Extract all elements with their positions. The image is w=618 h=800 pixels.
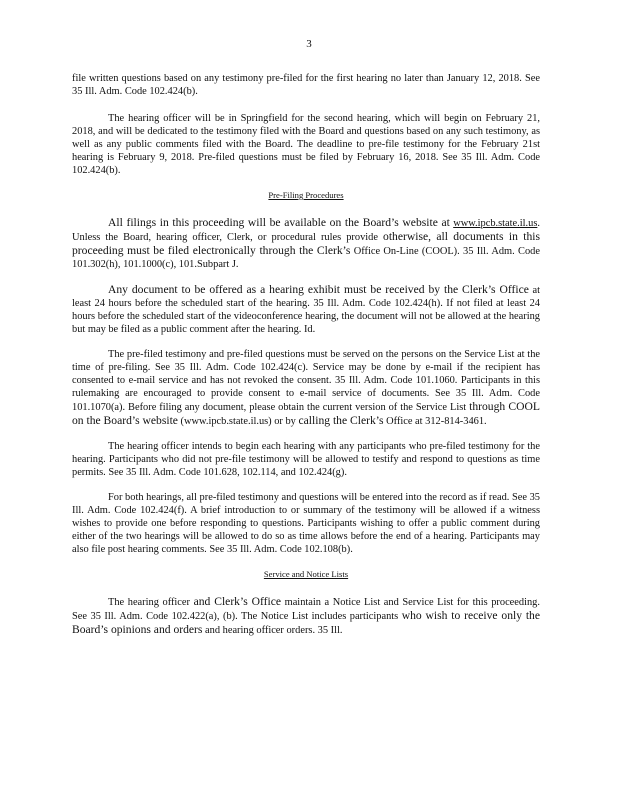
service-lead: The pre-filed testimony and pre-filed questions must be served on the persons on the Service List at the time of pre-filing. See 35 Ill. Adm. Code 102.424(c). Service may be done by e-mail if the recipient has consented to e-mail service and has not revoked the consent. 35 Ill. Adm. Code 101.1060. Participants in this rulemaking are encouraged to provide consent to e-mail service of documents. See 35 Ill. Adm. Code 101.1070(a). Before filing any document, please obtain the current version of the Service List xyxy=(72,349,540,413)
notice-big2: who wish to receive only the Board’s opinions and orders xyxy=(72,609,540,636)
paragraph-hearing-exhibits xyxy=(72,283,540,336)
paragraph-filings xyxy=(72,216,540,271)
board-website-link[interactable]: www.ipcb.state.il.us xyxy=(453,218,538,229)
filings-lead: All filings in this proceeding will be available on the Board’s website at xyxy=(108,216,450,229)
filings-mid: . Unless the Board, hearing officer, Clerk, or procedural rules provide xyxy=(72,218,540,243)
paragraph-notice-list xyxy=(72,595,540,637)
heading-pre-filing-procedures xyxy=(72,189,540,202)
paragraph-testimony-order: The hearing officer intends to begin each hearing with any participants who pre-filed testimony for the hearing. Participants who did not pre-file testimony will be allowed to testify and respond to questions as time permits. See 35 Ill. Adm. Code 101.628, 102.114, and 102.424(g). xyxy=(72,441,540,478)
filings-tail: Office On-Line (COOL). 35 Ill. Adm. Code 101.302(h), 101.1000(c), 101.Subpart J. xyxy=(72,246,540,270)
page-number: 3 xyxy=(306,38,312,50)
exhibits-tail: at least 24 hours before the scheduled start of the hearing. 35 Ill. Adm. Code 102.424(h). If not filed at least 24 hours before the scheduled start of the videoconference hearing, the document will not be allowed at the hearing but may be filed as a public comment after the hearing. Id. xyxy=(72,285,540,335)
notice-lead: The hearing officer xyxy=(108,597,190,608)
heading-service-notice-lists xyxy=(72,568,540,581)
notice-big1: and Clerk’s Office xyxy=(193,595,282,608)
paragraph-service xyxy=(72,348,540,428)
document-body xyxy=(72,72,540,649)
paragraph-second-hearing: The hearing officer will be in Springfield for the second hearing, which will begin on February 21, 2018, and will be dedicated to the testimony filed with the Board and questions based on any such testimony, as well as any public comments filed with the Board. The deadline to pre-file testimony for the February 21st hearing is February 9, 2018. Pre-filed questions must be filed by February 16, 2018. See 35 Ill. Adm. Code 102.424(b). xyxy=(72,113,540,176)
notice-mid: maintain a Notice List and Service List for this proceeding. See 35 Ill. Adm. Code 102.422(a), (b). The Notice List includes participants xyxy=(72,597,540,622)
service-cool: through COOL on the Board’s website xyxy=(72,400,540,427)
service-call: calling the Clerk’s xyxy=(298,414,384,427)
service-tail: Office at 312-814-3461. xyxy=(386,416,487,427)
exhibits-lead: Any document to be offered as a hearing exhibit must be received by the Clerk’s Office xyxy=(108,283,529,296)
notice-tail: and hearing officer orders. 35 Ill. xyxy=(205,625,343,636)
filings-otherwise: otherwise, all documents in this proceeding must be filed electronically through the Clerk’s xyxy=(72,230,540,257)
paragraph-first-hearing-questions: file written questions based on any testimony pre-filed for the first hearing no later than January 12, 2018. See 35 Ill. Adm. Code 102.424(b). xyxy=(72,73,540,97)
service-mid: (www.ipcb.state.il.us) or by xyxy=(180,416,296,427)
paragraph-record-entry: For both hearings, all pre-filed testimony and questions will be entered into the record as if read. See 35 Ill. Adm. Code 102.424(f). A brief introduction to or summary of the testimony will be allowed if a witness wishes to provide one before responding to questions. Participants wishing to offer a public comment during either of the two hearings will be allowed to do so as time allows before the end of a hearing. Participants may also file post hearing comments. See 35 Ill. Adm. Code 102.108(b). xyxy=(72,492,540,555)
heading-pre-filing-label: Pre-Filing Procedures xyxy=(268,190,344,200)
heading-service-notice-label: Service and Notice Lists xyxy=(263,569,349,579)
